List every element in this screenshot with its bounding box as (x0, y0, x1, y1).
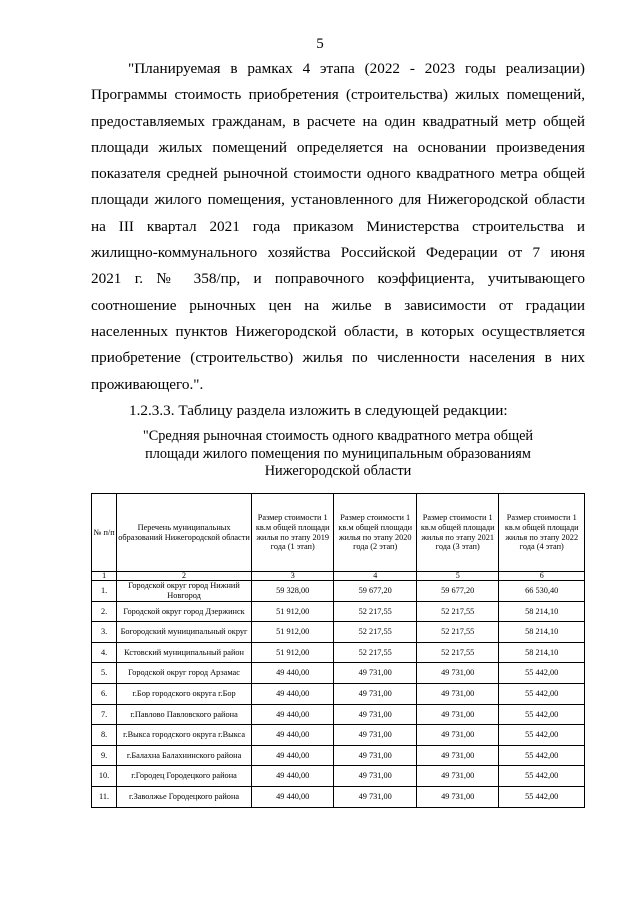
price-2019: 49 440,00 (251, 704, 334, 725)
price-2021: 59 677,20 (416, 581, 499, 602)
price-2020: 49 731,00 (334, 766, 417, 787)
paragraph-line: 2021 г. № 358/пр, и поправочного коэффициента, учитывающего (91, 270, 585, 288)
price-2020: 49 731,00 (334, 704, 417, 725)
price-2022: 55 442,00 (499, 683, 585, 704)
price-2019: 49 440,00 (251, 786, 334, 807)
price-2019: 51 912,00 (251, 622, 334, 643)
row-number: 6. (92, 683, 117, 704)
municipality-name: г.Заволжье Городецкого района (117, 786, 252, 807)
price-2020: 49 731,00 (334, 786, 417, 807)
price-2019: 51 912,00 (251, 601, 334, 622)
row-number: 2. (92, 601, 117, 622)
price-2020: 52 217,55 (334, 642, 417, 663)
column-number-row (92, 572, 585, 581)
table-row (92, 642, 585, 663)
paragraph-line: Программы стоимость приобретения (строительства) жилых помещений, (91, 86, 585, 104)
table-row (92, 683, 585, 704)
paragraph-line: предоставляемых гражданам, в расчете на один квадратный метр общей (91, 112, 585, 130)
price-2019: 51 912,00 (251, 642, 334, 663)
paragraph-line: приобретение (строительство) жилья по численности населения в них (91, 349, 585, 367)
price-2019: 49 440,00 (251, 766, 334, 787)
subheading: 1.2.3.3. Таблицу раздела изложить в следующей редакции: (129, 402, 508, 419)
header-municipality: Перечень муниципальных образований Нижегородской области (117, 494, 252, 572)
body-paragraph (91, 56, 585, 398)
table-title-line: Нижегородской области (264, 463, 412, 479)
table-title (91, 428, 585, 481)
municipality-name: г.Бор городского округа г.Бор (117, 683, 252, 704)
paragraph-line: показателя средней рыночной стоимости одного квадратного метра общей (91, 165, 585, 183)
price-2019: 49 440,00 (251, 745, 334, 766)
municipality-name: г.Городец Городецкого района (117, 766, 252, 787)
paragraph-line: населенных пунктов Нижегородской области, в которых осуществляется (91, 322, 585, 340)
price-2021: 52 217,55 (416, 642, 499, 663)
price-2021: 49 731,00 (416, 725, 499, 746)
price-2019: 49 440,00 (251, 725, 334, 746)
price-2020: 49 731,00 (334, 745, 417, 766)
table-title-line: "Средняя рыночная стоимость одного квадратного метра общей (142, 428, 534, 444)
row-number: 11. (92, 786, 117, 807)
municipality-name: Богородский муниципальный округ (117, 622, 252, 643)
header-stage-2022: Размер стоимости 1 кв.м общей площади жилья по этапу 2022 года (4 этап) (499, 494, 585, 572)
municipality-name: Кстовский муниципальный район (117, 642, 252, 663)
price-2021: 49 731,00 (416, 663, 499, 684)
price-2020: 49 731,00 (334, 663, 417, 684)
row-number: 4. (92, 642, 117, 663)
column-number: 6 (499, 572, 585, 581)
column-number: 4 (334, 572, 417, 581)
table-row (92, 766, 585, 787)
price-2021: 49 731,00 (416, 745, 499, 766)
row-number: 9. (92, 745, 117, 766)
row-number: 7. (92, 704, 117, 725)
municipality-name: г.Павлово Павловского района (117, 704, 252, 725)
paragraph-line: площади жилых помещений определяется на основании произведения (91, 138, 585, 156)
header-stage-2020: Размер стоимости 1 кв.м общей площади жилья по этапу 2020 года (2 этап) (334, 494, 417, 572)
municipality-name: Городской округ город Дзержинск (117, 601, 252, 622)
table-row (92, 786, 585, 807)
paragraph-line: на III квартал 2021 года приказом Министерства строительства и (91, 217, 585, 235)
price-2022: 55 442,00 (499, 766, 585, 787)
price-2022: 58 214,10 (499, 642, 585, 663)
table-row (92, 745, 585, 766)
price-2019: 59 328,00 (251, 581, 334, 602)
header-stage-2019: Размер стоимости 1 кв.м общей площади жилья по этапу 2019 года (1 этап) (251, 494, 334, 572)
table-row (92, 622, 585, 643)
column-number: 2 (117, 572, 252, 581)
paragraph-line: соотношение рыночных цен на жилье в зависимости от градации (91, 296, 585, 314)
price-2022: 55 442,00 (499, 663, 585, 684)
price-2020: 52 217,55 (334, 601, 417, 622)
municipality-name: г.Балахна Балахнинского района (117, 745, 252, 766)
price-2021: 49 731,00 (416, 683, 499, 704)
price-2019: 49 440,00 (251, 683, 334, 704)
price-2021: 52 217,55 (416, 601, 499, 622)
price-2020: 52 217,55 (334, 622, 417, 643)
price-table (91, 493, 585, 808)
price-2021: 49 731,00 (416, 766, 499, 787)
table-header-row (92, 494, 585, 572)
row-number: 1. (92, 581, 117, 602)
table-row (92, 704, 585, 725)
price-2020: 49 731,00 (334, 683, 417, 704)
price-2021: 49 731,00 (416, 704, 499, 725)
price-2022: 55 442,00 (499, 745, 585, 766)
price-2022: 66 530,40 (499, 581, 585, 602)
header-stage-2021: Размер стоимости 1 кв.м общей площади жилья по этапу 2021 года (3 этап) (416, 494, 499, 572)
price-2022: 55 442,00 (499, 704, 585, 725)
row-number: 8. (92, 725, 117, 746)
column-number: 5 (416, 572, 499, 581)
price-2022: 58 214,10 (499, 622, 585, 643)
table-row (92, 581, 585, 602)
municipality-name: Городской округ город Арзамас (117, 663, 252, 684)
price-2020: 59 677,20 (334, 581, 417, 602)
paragraph-line: "Планируемая в рамках 4 этапа (2022 - 2023 годы реализации) (128, 60, 585, 77)
page-number: 5 (316, 36, 324, 52)
row-number: 10. (92, 766, 117, 787)
table-row (92, 725, 585, 746)
table-row (92, 663, 585, 684)
header-number: № п/п (92, 494, 117, 572)
price-2021: 49 731,00 (416, 786, 499, 807)
table-row (92, 601, 585, 622)
table-title-line: площади жилого помещения по муниципальным образованиям (145, 445, 531, 462)
municipality-name: Городской округ город Нижний Новгород (117, 581, 252, 602)
column-number: 3 (251, 572, 334, 581)
municipality-name: г.Выкса городского округа г.Выкса (117, 725, 252, 746)
paragraph-line: площади жилого помещения, установленного для Нижегородской области (91, 191, 585, 209)
price-2022: 55 442,00 (499, 786, 585, 807)
price-2022: 55 442,00 (499, 725, 585, 746)
price-2020: 49 731,00 (334, 725, 417, 746)
paragraph-line: жилищно-коммунального хозяйства Российской Федерации от 7 июня (91, 244, 585, 262)
row-number: 5. (92, 663, 117, 684)
price-2022: 58 214,10 (499, 601, 585, 622)
paragraph-line: проживающего.". (91, 375, 204, 393)
column-number: 1 (92, 572, 117, 581)
row-number: 3. (92, 622, 117, 643)
price-2021: 52 217,55 (416, 622, 499, 643)
price-2019: 49 440,00 (251, 663, 334, 684)
